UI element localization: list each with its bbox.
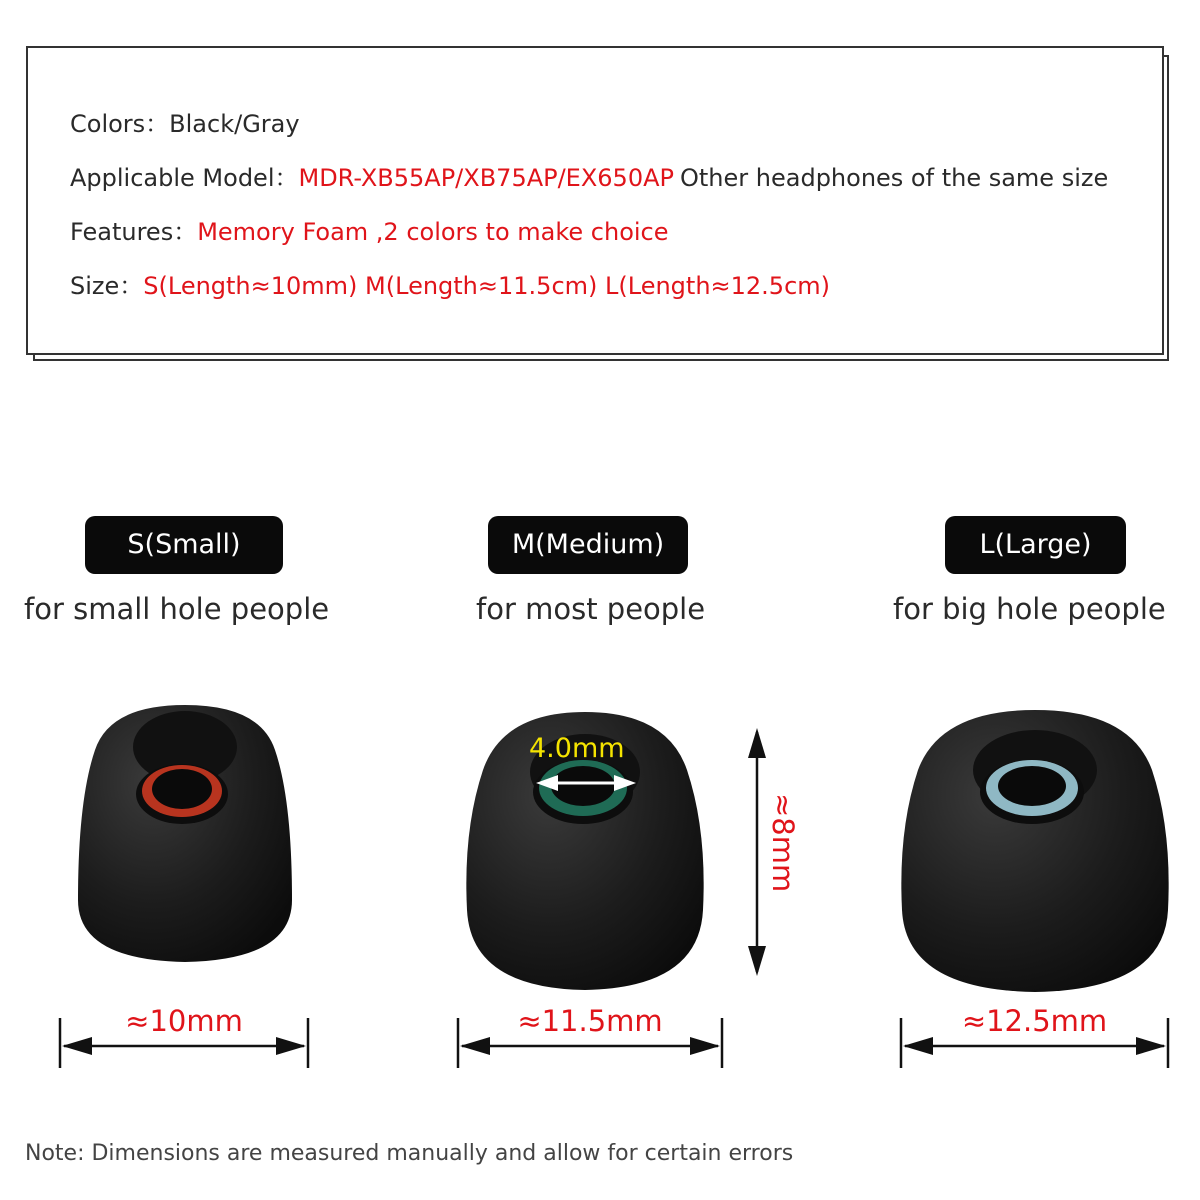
dim-medium-label: ≈11.5mm	[517, 1004, 663, 1038]
spec-features-value: Memory Foam ,2 colors to make choice	[197, 218, 669, 246]
spec-size-label: Size：	[70, 272, 144, 300]
badge-large: L(Large)	[945, 516, 1126, 574]
dim-large-label: ≈12.5mm	[961, 1004, 1108, 1038]
desc-small: for small hole people	[24, 592, 330, 626]
dim-small-label: ≈10mm	[125, 1004, 243, 1038]
footnote: Note: Dimensions are measured manually and allow for certain errors	[25, 1141, 794, 1166]
badge-medium: M(Medium)	[488, 516, 688, 574]
height-label: ≈8mm	[766, 793, 800, 893]
spec-model-label: Applicable Model：	[70, 164, 299, 192]
hole-diameter-label: 4.0mm	[529, 733, 625, 764]
badge-small: S(Small)	[85, 516, 283, 574]
desc-large: for big hole people	[893, 592, 1166, 626]
spec-model-value-red: MDR-XB55AP/XB75AP/EX650AP	[298, 164, 674, 192]
spec-model-value-dark: Other headphones of the same size	[680, 164, 1109, 192]
spec-size-value: S(Length≈10mm) M(Length≈11.5cm) L(Length≈12.5cm)	[143, 272, 831, 300]
desc-medium: for most people	[476, 592, 706, 626]
spec-colors-value: Black/Gray	[169, 110, 300, 138]
spec-features-label: Features：	[70, 218, 198, 246]
spec-colors-label: Colors：	[70, 110, 170, 138]
